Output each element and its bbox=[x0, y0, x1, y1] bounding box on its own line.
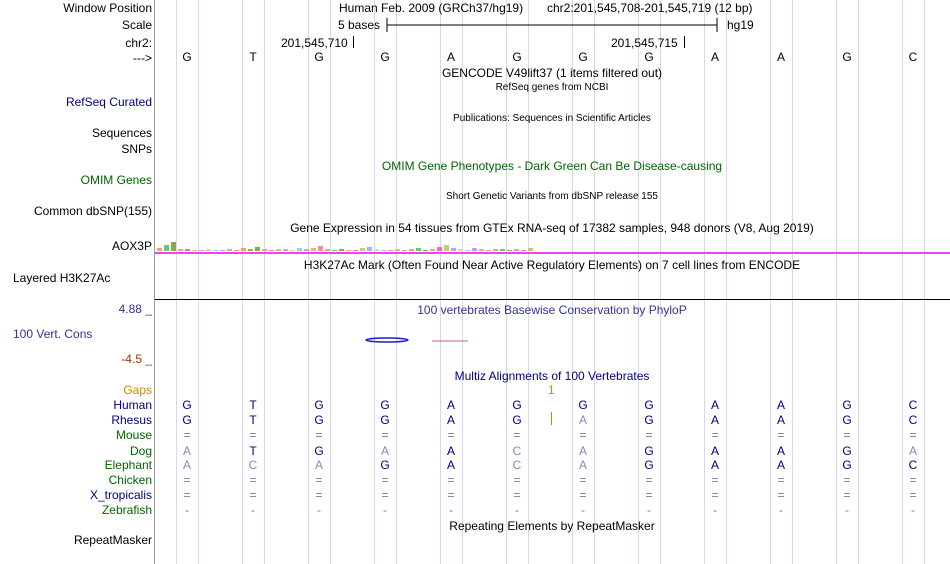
alignment-base: A bbox=[908, 444, 917, 458]
alignment-base: C bbox=[908, 398, 918, 412]
alignment-base: G bbox=[842, 398, 852, 412]
scale-bases-label: 5 bases bbox=[338, 18, 381, 32]
gtex-tissue-bar[interactable] bbox=[381, 250, 386, 251]
base-gridline bbox=[858, 0, 859, 564]
scale-db-label: hg19 bbox=[727, 18, 754, 32]
alignment-base: A bbox=[710, 398, 719, 412]
gtex-tissue-bar[interactable] bbox=[451, 248, 456, 251]
alignment-base: = bbox=[513, 488, 521, 502]
alignment-base: G bbox=[512, 398, 522, 412]
gtex-tissue-bar[interactable] bbox=[192, 250, 197, 251]
alignment-base: = bbox=[711, 428, 719, 442]
alignment-base: = bbox=[315, 428, 323, 442]
alignment-base: A bbox=[578, 413, 587, 427]
alignment-base: C bbox=[248, 458, 258, 472]
gap-count-label: 1 bbox=[548, 383, 555, 397]
gtex-tissue-bar[interactable] bbox=[332, 250, 337, 251]
gtex-tissue-bar[interactable] bbox=[248, 249, 253, 251]
base-gridline bbox=[440, 0, 441, 564]
gtex-tissue-bar[interactable] bbox=[409, 249, 414, 251]
label-phylop-max: 4.88 _ bbox=[118, 302, 152, 316]
alignment-base: - bbox=[449, 503, 453, 517]
alignment-base: G bbox=[644, 444, 654, 458]
label-window-position: Window Position bbox=[63, 1, 152, 15]
gtex-track-title[interactable]: Gene Expression in 54 tissues from GTEx RNA-seq of 17382 samples, 948 donors (V8, Aug 2019) bbox=[290, 221, 814, 235]
alignment-base: G bbox=[842, 413, 852, 427]
base-gridline bbox=[638, 0, 639, 564]
label-snps[interactable]: SNPs bbox=[121, 142, 152, 156]
label-refseq-curated[interactable]: RefSeq Curated bbox=[65, 95, 152, 109]
gtex-tissue-bar[interactable] bbox=[269, 250, 274, 251]
species-label-dog: Dog bbox=[129, 444, 152, 458]
alignment-base: = bbox=[249, 473, 257, 487]
gtex-tissue-bar[interactable] bbox=[416, 248, 421, 251]
alignment-base: G bbox=[842, 444, 852, 458]
label-strand-arrow: ---> bbox=[133, 51, 152, 65]
reference-base: G bbox=[842, 50, 852, 64]
alignment-base: C bbox=[908, 458, 918, 472]
alignment-base: = bbox=[447, 428, 455, 442]
gtex-tissue-bar[interactable] bbox=[283, 249, 288, 251]
gtex-tissue-bar[interactable] bbox=[304, 249, 309, 251]
base-gridline bbox=[924, 0, 925, 564]
alignment-base: C bbox=[512, 458, 522, 472]
alignment-base: - bbox=[317, 503, 321, 517]
base-gridline bbox=[308, 0, 309, 564]
alignment-base: G bbox=[644, 458, 654, 472]
multiz-track-title[interactable]: Multiz Alignments of 100 Vertebrates bbox=[454, 369, 650, 383]
label-scale: Scale bbox=[121, 18, 152, 32]
gtex-tissue-bar[interactable] bbox=[171, 242, 176, 251]
alignment-base: A bbox=[776, 413, 785, 427]
gtex-tissue-bar[interactable] bbox=[353, 250, 358, 251]
publications-track-title[interactable]: Publications: Sequences in Scientific Articles bbox=[453, 113, 651, 124]
reference-base: G bbox=[512, 50, 522, 64]
alignment-base: = bbox=[645, 473, 653, 487]
alignment-base: C bbox=[512, 444, 522, 458]
alignment-base: = bbox=[711, 473, 719, 487]
alignment-base: = bbox=[381, 488, 389, 502]
alignment-base: = bbox=[381, 473, 389, 487]
alignment-base: = bbox=[381, 428, 389, 442]
alignment-base: G bbox=[380, 413, 390, 427]
gtex-tissue-bar[interactable] bbox=[437, 247, 442, 251]
alignment-base: A bbox=[380, 444, 389, 458]
reference-base: G bbox=[182, 50, 192, 64]
alignment-base: = bbox=[645, 428, 653, 442]
alignment-base: = bbox=[447, 488, 455, 502]
gtex-tissue-bar[interactable] bbox=[444, 245, 449, 251]
gtex-tissue-bar[interactable] bbox=[164, 245, 169, 251]
assembly-title: Human Feb. 2009 (GRCh37/hg19) bbox=[339, 1, 524, 15]
gtex-tissue-bar[interactable] bbox=[367, 247, 372, 251]
alignment-base: = bbox=[645, 488, 653, 502]
alignment-base: = bbox=[183, 488, 191, 502]
alignment-base: G bbox=[380, 458, 390, 472]
omim-track-title[interactable]: OMIM Gene Phenotypes - Dark Green Can Be Disease-causing bbox=[381, 159, 723, 173]
alignment-base: = bbox=[249, 428, 257, 442]
alignment-base: - bbox=[647, 503, 651, 517]
label-gtex-gene[interactable]: AOX3P bbox=[111, 239, 152, 253]
alignment-base: A bbox=[446, 458, 455, 472]
alignment-base: = bbox=[579, 488, 587, 502]
gtex-tissue-bar[interactable] bbox=[255, 247, 260, 251]
gtex-tissue-bar[interactable] bbox=[528, 248, 533, 251]
dbsnp-track-title[interactable]: Short Genetic Variants from dbSNP release 155 bbox=[446, 191, 658, 202]
gtex-tissue-bar[interactable] bbox=[213, 250, 218, 251]
gtex-tissue-bar[interactable] bbox=[227, 249, 232, 251]
gencode-track-title[interactable]: GENCODE V49lift37 (1 items filtered out) bbox=[441, 66, 663, 80]
base-gridline bbox=[704, 0, 705, 564]
reference-base: G bbox=[380, 50, 390, 64]
alignment-base: = bbox=[447, 473, 455, 487]
alignment-base: A bbox=[710, 458, 719, 472]
base-gridline bbox=[792, 0, 793, 564]
alignment-base: A bbox=[446, 413, 455, 427]
alignment-base: = bbox=[909, 473, 917, 487]
scale-bar bbox=[385, 16, 721, 34]
gtex-expression-bars[interactable] bbox=[155, 238, 950, 256]
alignment-base: A bbox=[578, 444, 587, 458]
coord-tick-right-mark bbox=[684, 36, 685, 48]
base-gridline bbox=[374, 0, 375, 564]
gtex-tissue-bar[interactable] bbox=[241, 248, 246, 251]
alignment-base: C bbox=[908, 413, 918, 427]
gtex-tissue-bar[interactable] bbox=[339, 249, 344, 251]
gtex-tissue-bar[interactable] bbox=[157, 248, 162, 251]
alignment-base: A bbox=[710, 413, 719, 427]
coord-tick-left-mark bbox=[353, 36, 354, 48]
alignment-base: G bbox=[380, 398, 390, 412]
gtex-tissue-bar[interactable] bbox=[185, 249, 190, 251]
gtex-tissue-bar[interactable] bbox=[507, 250, 512, 251]
base-gridline bbox=[660, 0, 661, 564]
label-100-vert-cons[interactable]: 100 Vert. Cons bbox=[13, 327, 93, 341]
alignment-base: - bbox=[581, 503, 585, 517]
alignment-base: - bbox=[185, 503, 189, 517]
label-chrom: chr2: bbox=[125, 36, 152, 50]
alignment-base: = bbox=[777, 428, 785, 442]
reference-base: A bbox=[776, 50, 785, 64]
label-layered-h3k27ac[interactable]: Layered H3K27Ac bbox=[13, 271, 111, 285]
alignment-base: = bbox=[513, 428, 521, 442]
alignment-base: A bbox=[578, 458, 587, 472]
gtex-tissue-bar[interactable] bbox=[199, 250, 204, 251]
h3k27ac-track-title[interactable]: H3K27Ac Mark (Often Found Near Active Regulatory Elements) on 7 cell lines from ENCODE bbox=[303, 258, 801, 272]
alignment-base: = bbox=[777, 488, 785, 502]
alignment-base: G bbox=[314, 413, 324, 427]
alignment-base: = bbox=[909, 488, 917, 502]
gtex-tissue-bar[interactable] bbox=[311, 248, 316, 251]
alignment-base: = bbox=[183, 473, 191, 487]
window-position-coords: chr2:201,545,708-201,545,719 (12 bp) bbox=[547, 1, 753, 15]
alignment-base: G bbox=[644, 398, 654, 412]
alignment-base: = bbox=[315, 488, 323, 502]
alignment-base: T bbox=[249, 413, 257, 427]
alignment-base: = bbox=[579, 428, 587, 442]
reference-base: A bbox=[446, 50, 455, 64]
base-gridline bbox=[462, 0, 463, 564]
gtex-tissue-bar[interactable] bbox=[493, 249, 498, 251]
alignment-base: - bbox=[383, 503, 387, 517]
alignment-base: = bbox=[909, 428, 917, 442]
base-gridline bbox=[902, 0, 903, 564]
gtex-tissue-bar[interactable] bbox=[479, 249, 484, 251]
gtex-tissue-bar[interactable] bbox=[360, 248, 365, 251]
reference-base: G bbox=[644, 50, 654, 64]
alignment-base: = bbox=[711, 488, 719, 502]
gtex-tissue-bar[interactable] bbox=[402, 250, 407, 251]
gtex-tissue-bar[interactable] bbox=[262, 249, 267, 251]
species-label-human: Human bbox=[113, 398, 152, 412]
gtex-tissue-bar[interactable] bbox=[374, 249, 379, 251]
base-gridline bbox=[242, 0, 243, 564]
gtex-tissue-bar[interactable] bbox=[318, 246, 323, 251]
base-gridline bbox=[726, 0, 727, 564]
gtex-tissue-bar[interactable] bbox=[521, 250, 526, 251]
alignment-base: A bbox=[182, 458, 191, 472]
base-gridline bbox=[330, 0, 331, 564]
gap-marker bbox=[551, 412, 552, 425]
alignment-base: = bbox=[249, 488, 257, 502]
alignment-base: A bbox=[776, 444, 785, 458]
alignment-base: - bbox=[251, 503, 255, 517]
gtex-tissue-bar[interactable] bbox=[500, 249, 505, 251]
alignment-base: A bbox=[710, 444, 719, 458]
gtex-tissue-bar[interactable] bbox=[290, 250, 295, 251]
species-label-mouse: Mouse bbox=[115, 428, 152, 442]
gtex-tissue-bar[interactable] bbox=[325, 249, 330, 251]
alignment-base: G bbox=[842, 458, 852, 472]
base-gridline bbox=[176, 0, 177, 564]
alignment-base: T bbox=[249, 444, 257, 458]
species-label-rhesus: Rhesus bbox=[111, 413, 152, 427]
alignment-base: A bbox=[446, 444, 455, 458]
gtex-tissue-bar[interactable] bbox=[465, 250, 470, 251]
alignment-base: G bbox=[512, 413, 522, 427]
alignment-base: G bbox=[314, 398, 324, 412]
alignment-base: = bbox=[843, 428, 851, 442]
alignment-base: T bbox=[249, 398, 257, 412]
alignment-base: - bbox=[779, 503, 783, 517]
alignment-base: = bbox=[579, 473, 587, 487]
alignment-base: A bbox=[446, 398, 455, 412]
reference-base: G bbox=[578, 50, 588, 64]
species-label-x_tropicalis: X_tropicalis bbox=[89, 488, 152, 502]
species-label-chicken: Chicken bbox=[108, 473, 152, 487]
base-gridline bbox=[836, 0, 837, 564]
phylop-track-title[interactable]: 100 vertebrates Basewise Conservation by PhyloP bbox=[417, 303, 687, 317]
alignment-base: - bbox=[713, 503, 717, 517]
alignment-base: G bbox=[182, 398, 192, 412]
alignment-base: A bbox=[776, 458, 785, 472]
repeatmasker-track-title[interactable]: Repeating Elements by RepeatMasker bbox=[449, 519, 655, 533]
reference-base: A bbox=[710, 50, 719, 64]
alignment-base: = bbox=[843, 473, 851, 487]
base-gridline bbox=[264, 0, 265, 564]
gtex-tissue-bar[interactable] bbox=[458, 249, 463, 251]
label-sequences[interactable]: Sequences bbox=[91, 126, 152, 140]
alignment-base: G bbox=[182, 413, 192, 427]
alignment-base: = bbox=[843, 488, 851, 502]
gtex-tissue-bar[interactable] bbox=[395, 249, 400, 251]
alignment-base: = bbox=[315, 473, 323, 487]
alignment-base: A bbox=[314, 458, 323, 472]
base-gridline bbox=[396, 0, 397, 564]
gtex-tissue-bar[interactable] bbox=[297, 248, 302, 251]
label-gaps[interactable]: Gaps bbox=[123, 383, 152, 397]
base-gridline bbox=[198, 0, 199, 564]
alignment-base: - bbox=[845, 503, 849, 517]
gtex-tissue-bar[interactable] bbox=[472, 248, 477, 251]
alignment-base: = bbox=[777, 473, 785, 487]
gtex-tissue-bar[interactable] bbox=[514, 249, 519, 251]
gtex-tissue-bar[interactable] bbox=[388, 250, 393, 251]
base-gridline bbox=[770, 0, 771, 564]
label-repeatmasker[interactable]: RepeatMasker bbox=[73, 533, 152, 547]
alignment-base: G bbox=[314, 444, 324, 458]
coord-tick-left: 201,545,710 bbox=[281, 36, 348, 50]
reference-base: T bbox=[249, 50, 257, 64]
species-label-zebrafish: Zebrafish bbox=[101, 503, 152, 517]
label-omim-genes[interactable]: OMIM Genes bbox=[80, 173, 152, 187]
label-common-dbsnp[interactable]: Common dbSNP(155) bbox=[33, 204, 152, 218]
alignment-base: = bbox=[183, 428, 191, 442]
gtex-tissue-bar[interactable] bbox=[486, 250, 491, 251]
reference-base: G bbox=[314, 50, 324, 64]
gtex-tissue-bar[interactable] bbox=[206, 249, 211, 251]
phylop-signal-marks bbox=[360, 332, 480, 348]
gtex-tissue-bar[interactable] bbox=[234, 250, 239, 251]
species-label-elephant: Elephant bbox=[104, 458, 152, 472]
gtex-tissue-bar[interactable] bbox=[178, 249, 183, 251]
alignment-base: - bbox=[911, 503, 915, 517]
alignment-base: A bbox=[182, 444, 191, 458]
reference-base: C bbox=[908, 50, 918, 64]
coord-tick-right: 201,545,715 bbox=[611, 36, 678, 50]
alignment-base: G bbox=[644, 413, 654, 427]
gtex-tissue-bar[interactable] bbox=[430, 249, 435, 251]
gtex-tissue-bar[interactable] bbox=[220, 250, 225, 251]
gtex-tissue-bar[interactable] bbox=[276, 249, 281, 251]
alignment-base: G bbox=[578, 398, 588, 412]
gtex-tissue-bar[interactable] bbox=[423, 250, 428, 251]
refseq-track-title[interactable]: RefSeq genes from NCBI bbox=[495, 82, 609, 93]
label-divider bbox=[154, 0, 155, 564]
h3k27ac-baseline bbox=[155, 299, 950, 300]
alignment-base: - bbox=[515, 503, 519, 517]
gtex-tissue-bar[interactable] bbox=[346, 250, 351, 251]
label-phylop-min: -4.5 _ bbox=[121, 352, 152, 366]
alignment-base: = bbox=[513, 473, 521, 487]
alignment-base: A bbox=[776, 398, 785, 412]
